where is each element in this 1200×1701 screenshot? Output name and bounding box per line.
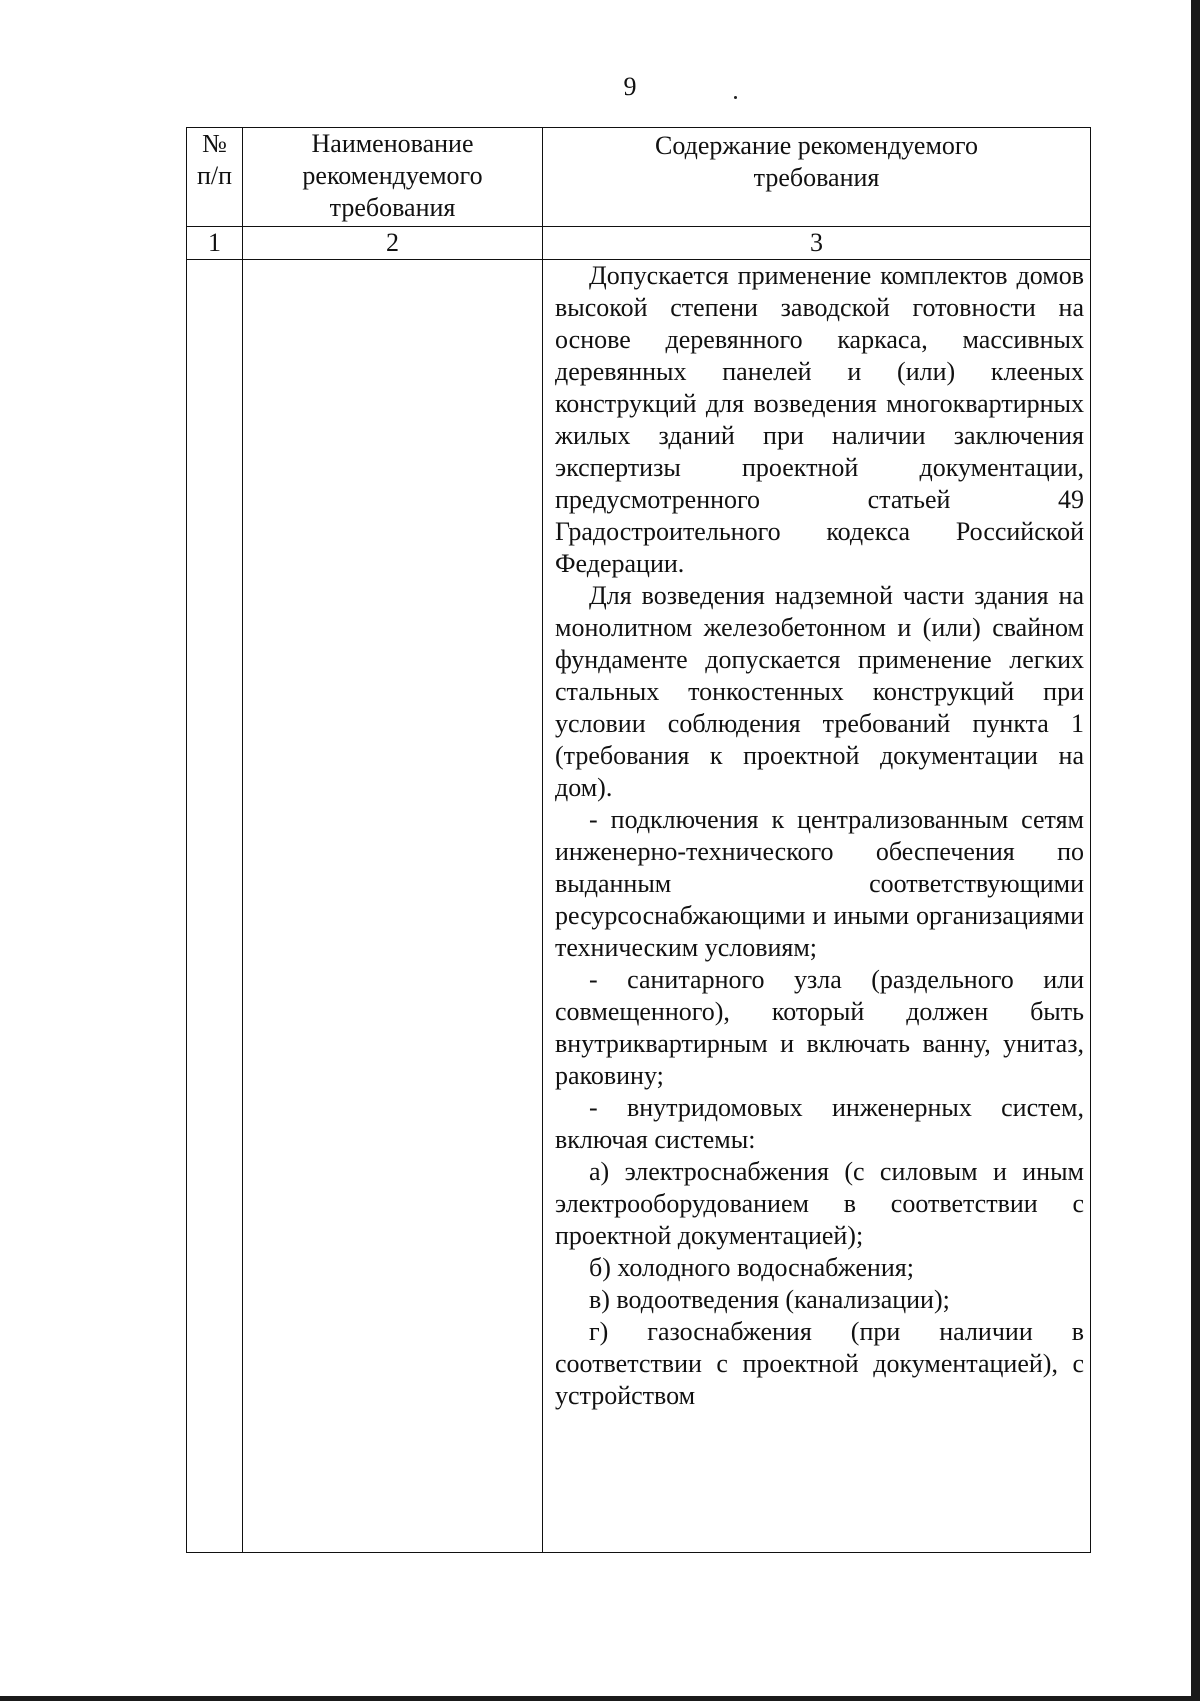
column-number-3: 3	[543, 227, 1091, 260]
row-number-cell	[187, 260, 243, 1553]
content-paragraph: - подключения к централизованным сетям инженерно-технического обеспечения по выданным соответствующими ресурсоснабжающими и иными организациями техническим условиям;	[555, 805, 1084, 962]
column-number-1: 1	[187, 227, 243, 260]
header-number: № п/п	[187, 128, 243, 227]
scan-edge-right	[1191, 0, 1200, 1701]
requirements-table	[186, 127, 1091, 1553]
content-paragraph: - санитарного узла (раздельного или совмещенного), который должен быть внутриквартирным и включать ванну, унитаз, раковину;	[555, 965, 1084, 1090]
row-name-cell	[243, 260, 543, 1553]
column-number-2: 2	[243, 227, 543, 260]
content-paragraph: б) холодного водоснабжения;	[589, 1253, 914, 1282]
table-row	[187, 260, 1091, 1553]
header-requirement-content: Содержание рекомендуемого требования	[543, 128, 1091, 227]
column-number-row	[187, 227, 1091, 260]
content-paragraph: а) электроснабжения (с силовым и иным электрооборудованием в соответствии с проектной документацией);	[555, 1157, 1084, 1250]
content-paragraph: в) водоотведения (канализации);	[589, 1285, 950, 1314]
content-paragraph: Для возведения надземной части здания на монолитном железобетонном и (или) свайном фундаменте допускается применение легких стальных тонкостенных конструкций при условии соблюдения требований пункта 1 (требования к проектной документации на дом).	[555, 581, 1084, 802]
header-requirement-name: Наименование рекомендуемого требования	[243, 128, 543, 227]
content-paragraph: Допускается применение комплектов домов высокой степени заводской готовности на основе деревянного каркаса, массивных деревянных панелей и (или) клееных конструкций для возведения многоквартирных жилых зданий при наличии заключения экспертизы проектной документации, предусмотренного статьей 49 Градостроительного кодекса Российской Федерации.	[555, 261, 1084, 578]
scan-edge-bottom	[0, 1696, 1200, 1701]
table-header-row	[187, 128, 1091, 227]
row-content-cell	[543, 260, 1091, 1553]
page-number: 9	[623, 72, 637, 101]
content-paragraph: г) газоснабжения (при наличии в соответствии с проектной документацией), с устройством	[555, 1317, 1084, 1410]
content-paragraph: - внутридомовых инженерных систем, включая системы:	[555, 1093, 1084, 1154]
